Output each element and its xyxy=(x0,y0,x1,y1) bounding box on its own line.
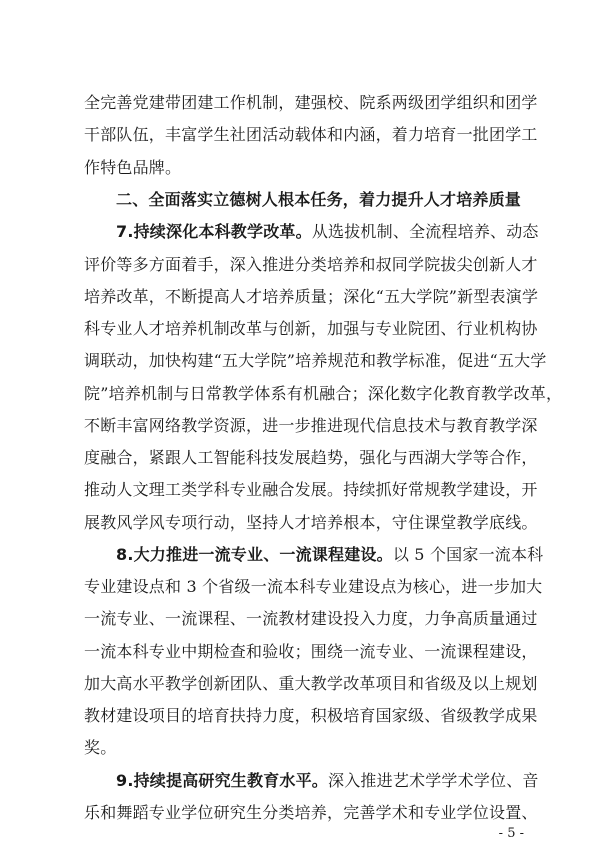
item8-first-rest: 以 5 个国家一流本科 xyxy=(392,545,544,564)
item7-lead: 7.持续深化本科教学改革。 xyxy=(116,222,312,241)
paragraph-line: 不断丰富网络教学资源，进一步推进现代信息技术与教育教学深 xyxy=(84,416,538,435)
paragraph-line: 奖。 xyxy=(84,738,117,757)
item7-first-rest: 从选拔机制、全流程培养、动态 xyxy=(311,222,539,241)
paragraph-line: 乐和舞蹈专业学位研究生分类培养，完善学术和专业学位设置、 xyxy=(84,803,538,822)
paragraph-line: 院”培养机制与日常教学体系有机融合；深化数字化教育教学改革， xyxy=(84,384,563,403)
section-heading: 二、全面落实立德树人根本任务，着力提升人才培养质量 xyxy=(116,190,522,209)
paragraph-line: 作特色品牌。 xyxy=(84,158,182,177)
item9-first-rest: 深入推进艺术学学术学位、音 xyxy=(328,771,539,790)
paragraph-line: 推动人文理工类学科专业融合发展。持续抓好常规教学建设，开 xyxy=(84,480,538,499)
paragraph-line: 培养改革，不断提高人才培养质量；深化“五大学院”新型表演学 xyxy=(84,287,539,306)
item9-first-line xyxy=(116,771,539,791)
paragraph-line: 干部队伍，丰富学生社团活动载体和内涵，着力培育一批团学工 xyxy=(84,125,538,144)
paragraph-line: 评价等多方面着手，深入推进分类培养和叔同学院拔尖创新人才 xyxy=(84,255,538,274)
item8-lead: 8.大力推进一流专业、一流课程建设。 xyxy=(116,545,393,564)
paragraph-line: 一流专业、一流课程、一流教材建设投入力度，力争高质量通过 xyxy=(84,609,538,628)
paragraph-line: 一流本科专业中期检查和验收；围绕一流专业、一流课程建设， xyxy=(84,642,538,661)
item7-first-line xyxy=(116,222,539,242)
paragraph-line: 度融合，紧跟人工智能科技发展趋势，强化与西湖大学等合作， xyxy=(84,448,538,467)
paragraph-line: 展教风学风专项行动，坚持人才培养根本，守住课堂教学底线。 xyxy=(84,513,538,532)
item8-first-line xyxy=(116,545,544,565)
paragraph-line: 加大高水平教学创新团队、重大教学改革项目和省级及以上规划 xyxy=(84,674,538,693)
paragraph-line: 全完善党建带团建工作机制，建强校、院系两级团学组织和团学 xyxy=(84,93,538,112)
paragraph-line: 专业建设点和 3 个省级一流本科专业建设点为核心，进一步加大 xyxy=(84,577,543,596)
paragraph-line: 科专业人才培养机制改革与创新，加强与专业院团、行业机构协 xyxy=(84,319,538,338)
page-number: - 5 - xyxy=(498,826,524,841)
paragraph-line: 调联动，加快构建“五大学院”培养规范和教学标准，促进“五大学 xyxy=(84,351,547,370)
item9-lead: 9.持续提高研究生教育水平。 xyxy=(116,771,329,790)
paragraph-line: 教材建设项目的培育扶持力度，积极培育国家级、省级教学成果 xyxy=(84,706,538,725)
